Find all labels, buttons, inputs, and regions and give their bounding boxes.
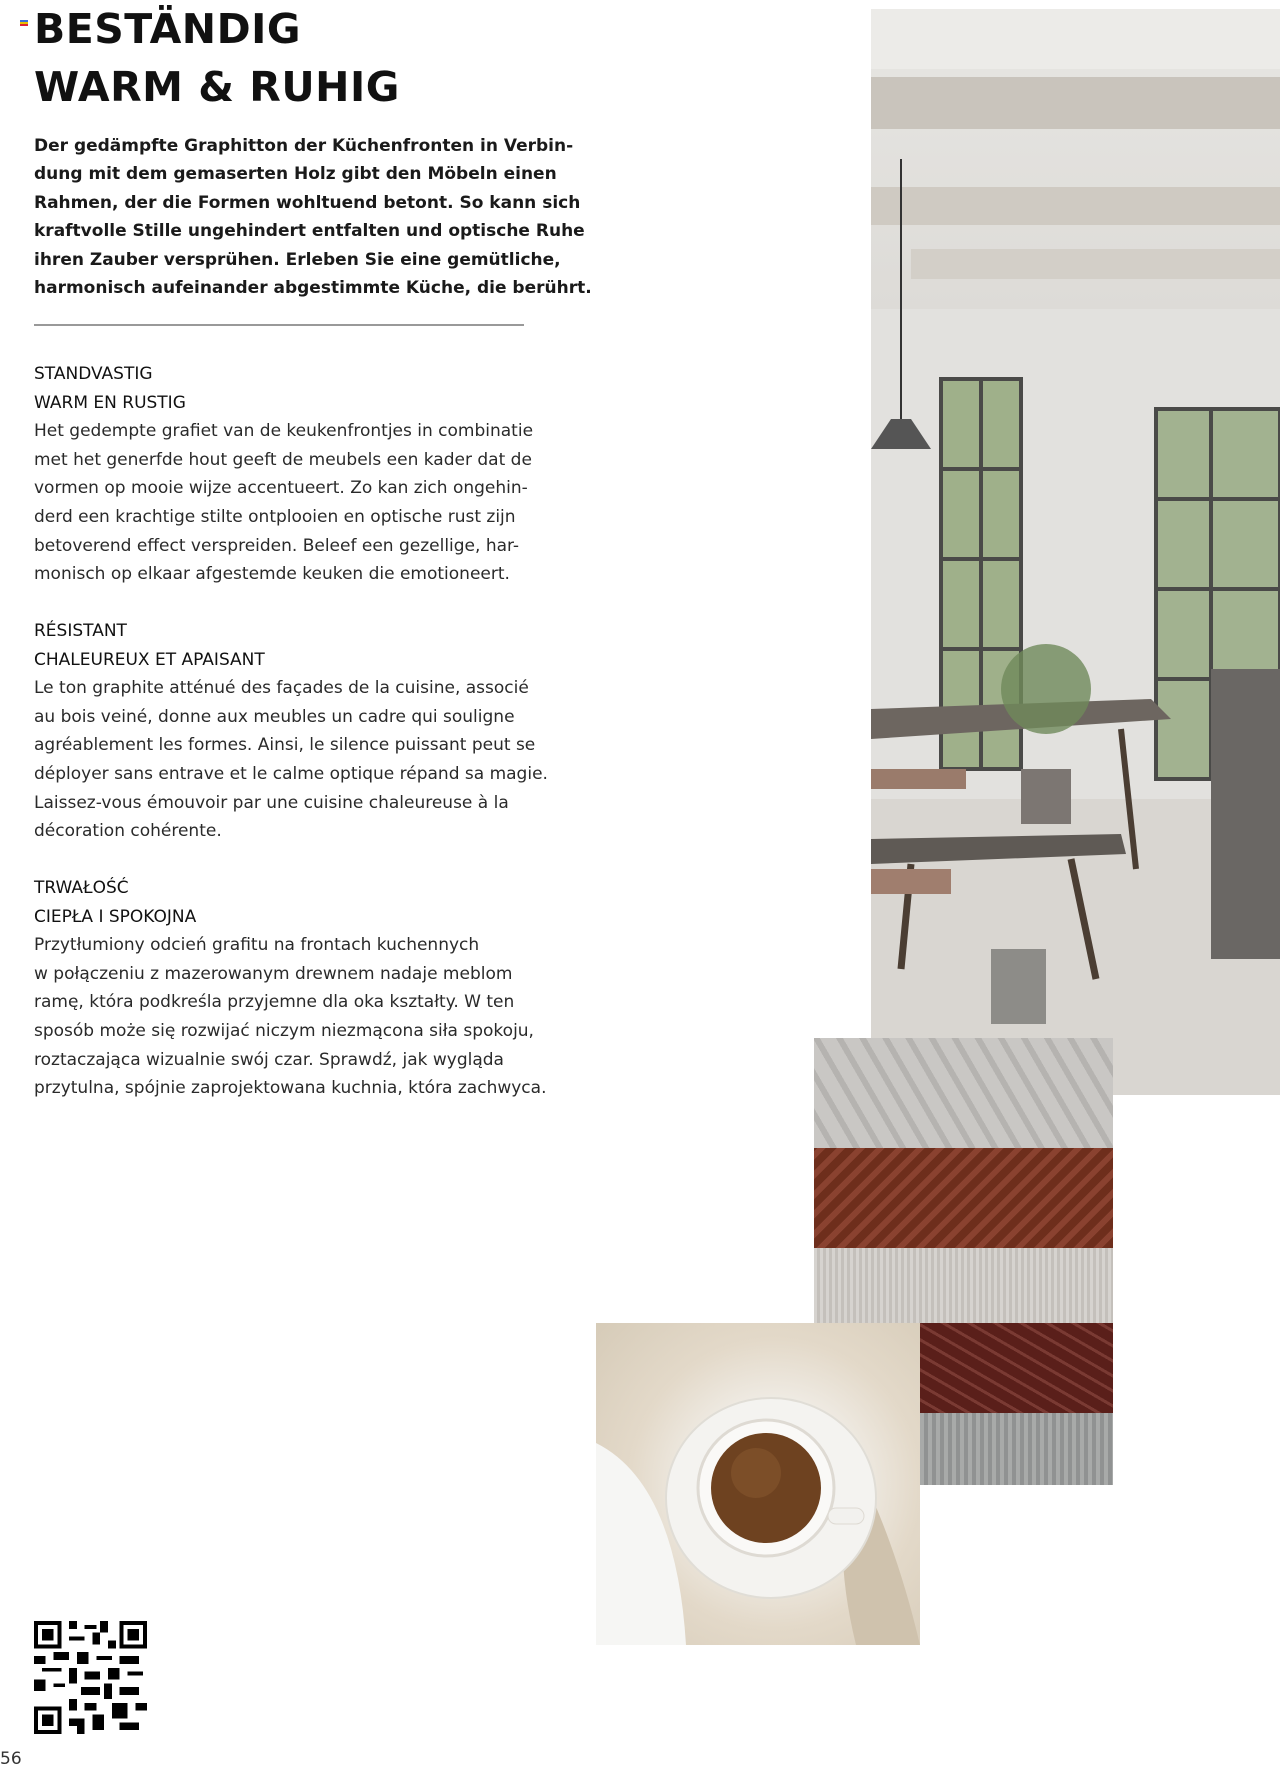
intro-paragraph (34, 132, 592, 302)
knit-grey-layer (814, 1038, 1113, 1148)
qr-code[interactable] (34, 1621, 147, 1734)
text-line: harmonisch aufeinander abgestimmte Küche, die berührt. (34, 278, 592, 299)
section-heading: TRWAŁOŚĆ (34, 878, 129, 898)
page-number: 56 (0, 1749, 22, 1769)
section-french (34, 617, 548, 846)
text-line: derd een krachtige stilte ontplooien en optische rust zijn (34, 506, 516, 527)
text-line: Laissez-vous émouvoir par une cuisine chaleureuse à la (34, 792, 509, 813)
text-line: dung mit dem gemaserten Holz gibt den Möbeln einen (34, 164, 557, 185)
text-line: Przytłumiony odcień grafitu na frontach kuchennych (34, 935, 480, 956)
text-line: sposób może się rozwijać niczym niezmącona siła spokoju, (34, 1020, 534, 1041)
text-line: monisch op elkaar afgestemde keuken die emotioneert. (34, 564, 510, 585)
text-line: kraftvolle Stille ungehindert entfalten und optische Ruhe (34, 221, 585, 242)
knit-burgundy-layer (920, 1323, 1113, 1413)
title-line: BESTÄNDIG (34, 5, 302, 53)
section-heading: STANDVASTIG (34, 364, 153, 384)
color-mark (20, 20, 28, 26)
section-polish (34, 874, 547, 1103)
knit-brown-layer (814, 1148, 1113, 1248)
text-line: Der gedämpfte Graphitton der Küchenfronten in Verbin- (34, 136, 574, 156)
tea-cup-photo (596, 1323, 920, 1645)
page-title (34, 0, 400, 116)
section-dutch (34, 360, 534, 589)
text-line: vormen op mooie wijze accentueert. Zo kan zich ongehin- (34, 478, 528, 499)
text-line: w połączeniu z mazerowanym drewnem nadaje meblom (34, 963, 513, 984)
text-line: Le ton graphite atténué des façades de la cuisine, associé (34, 678, 529, 699)
section-subheading: WARM EN RUSTIG (34, 392, 186, 413)
text-line: Rahmen, der die Formen wohltuend betont. So kann sich (34, 192, 581, 213)
kitchen-photo (871, 9, 1280, 1095)
text-line: met het generfde hout geeft de meubels een kader dat de (34, 449, 532, 470)
text-line: roztaczająca wizualnie swój czar. Sprawdź, jak wygląda (34, 1049, 504, 1070)
knit-grey-bottom-layer (920, 1413, 1113, 1485)
section-heading: RÉSISTANT (34, 621, 127, 641)
text-line: Het gedempte grafiet van de keukenfrontjes in combinatie (34, 421, 534, 442)
text-line: ihren Zauber versprühen. Erleben Sie eine gemütliche, (34, 249, 561, 270)
section-subheading: CHALEUREUX ET APAISANT (34, 649, 265, 670)
section-subheading: CIEPŁA I SPOKOJNA (34, 906, 197, 927)
text-line: au bois veiné, donne aux meubles un cadre qui souligne (34, 706, 515, 727)
knit-cream-layer (814, 1248, 1113, 1323)
text-line: agréablement les formes. Ainsi, le silence puissant peut se (34, 735, 536, 756)
text-line: décoration cohérente. (34, 821, 222, 842)
text-line: betoverend effect verspreiden. Beleef een gezellige, har- (34, 535, 520, 556)
text-line: ramę, która podkreśla przyjemne dla oka kształty. W ten (34, 992, 515, 1013)
text-line: déployer sans entrave et le calme optique répand sa magie. (34, 763, 548, 784)
title-line: WARM & RUHIG (34, 63, 400, 111)
divider (34, 324, 524, 326)
text-line: przytulna, spójnie zaprojektowana kuchnia, która zachwyca. (34, 1078, 547, 1099)
